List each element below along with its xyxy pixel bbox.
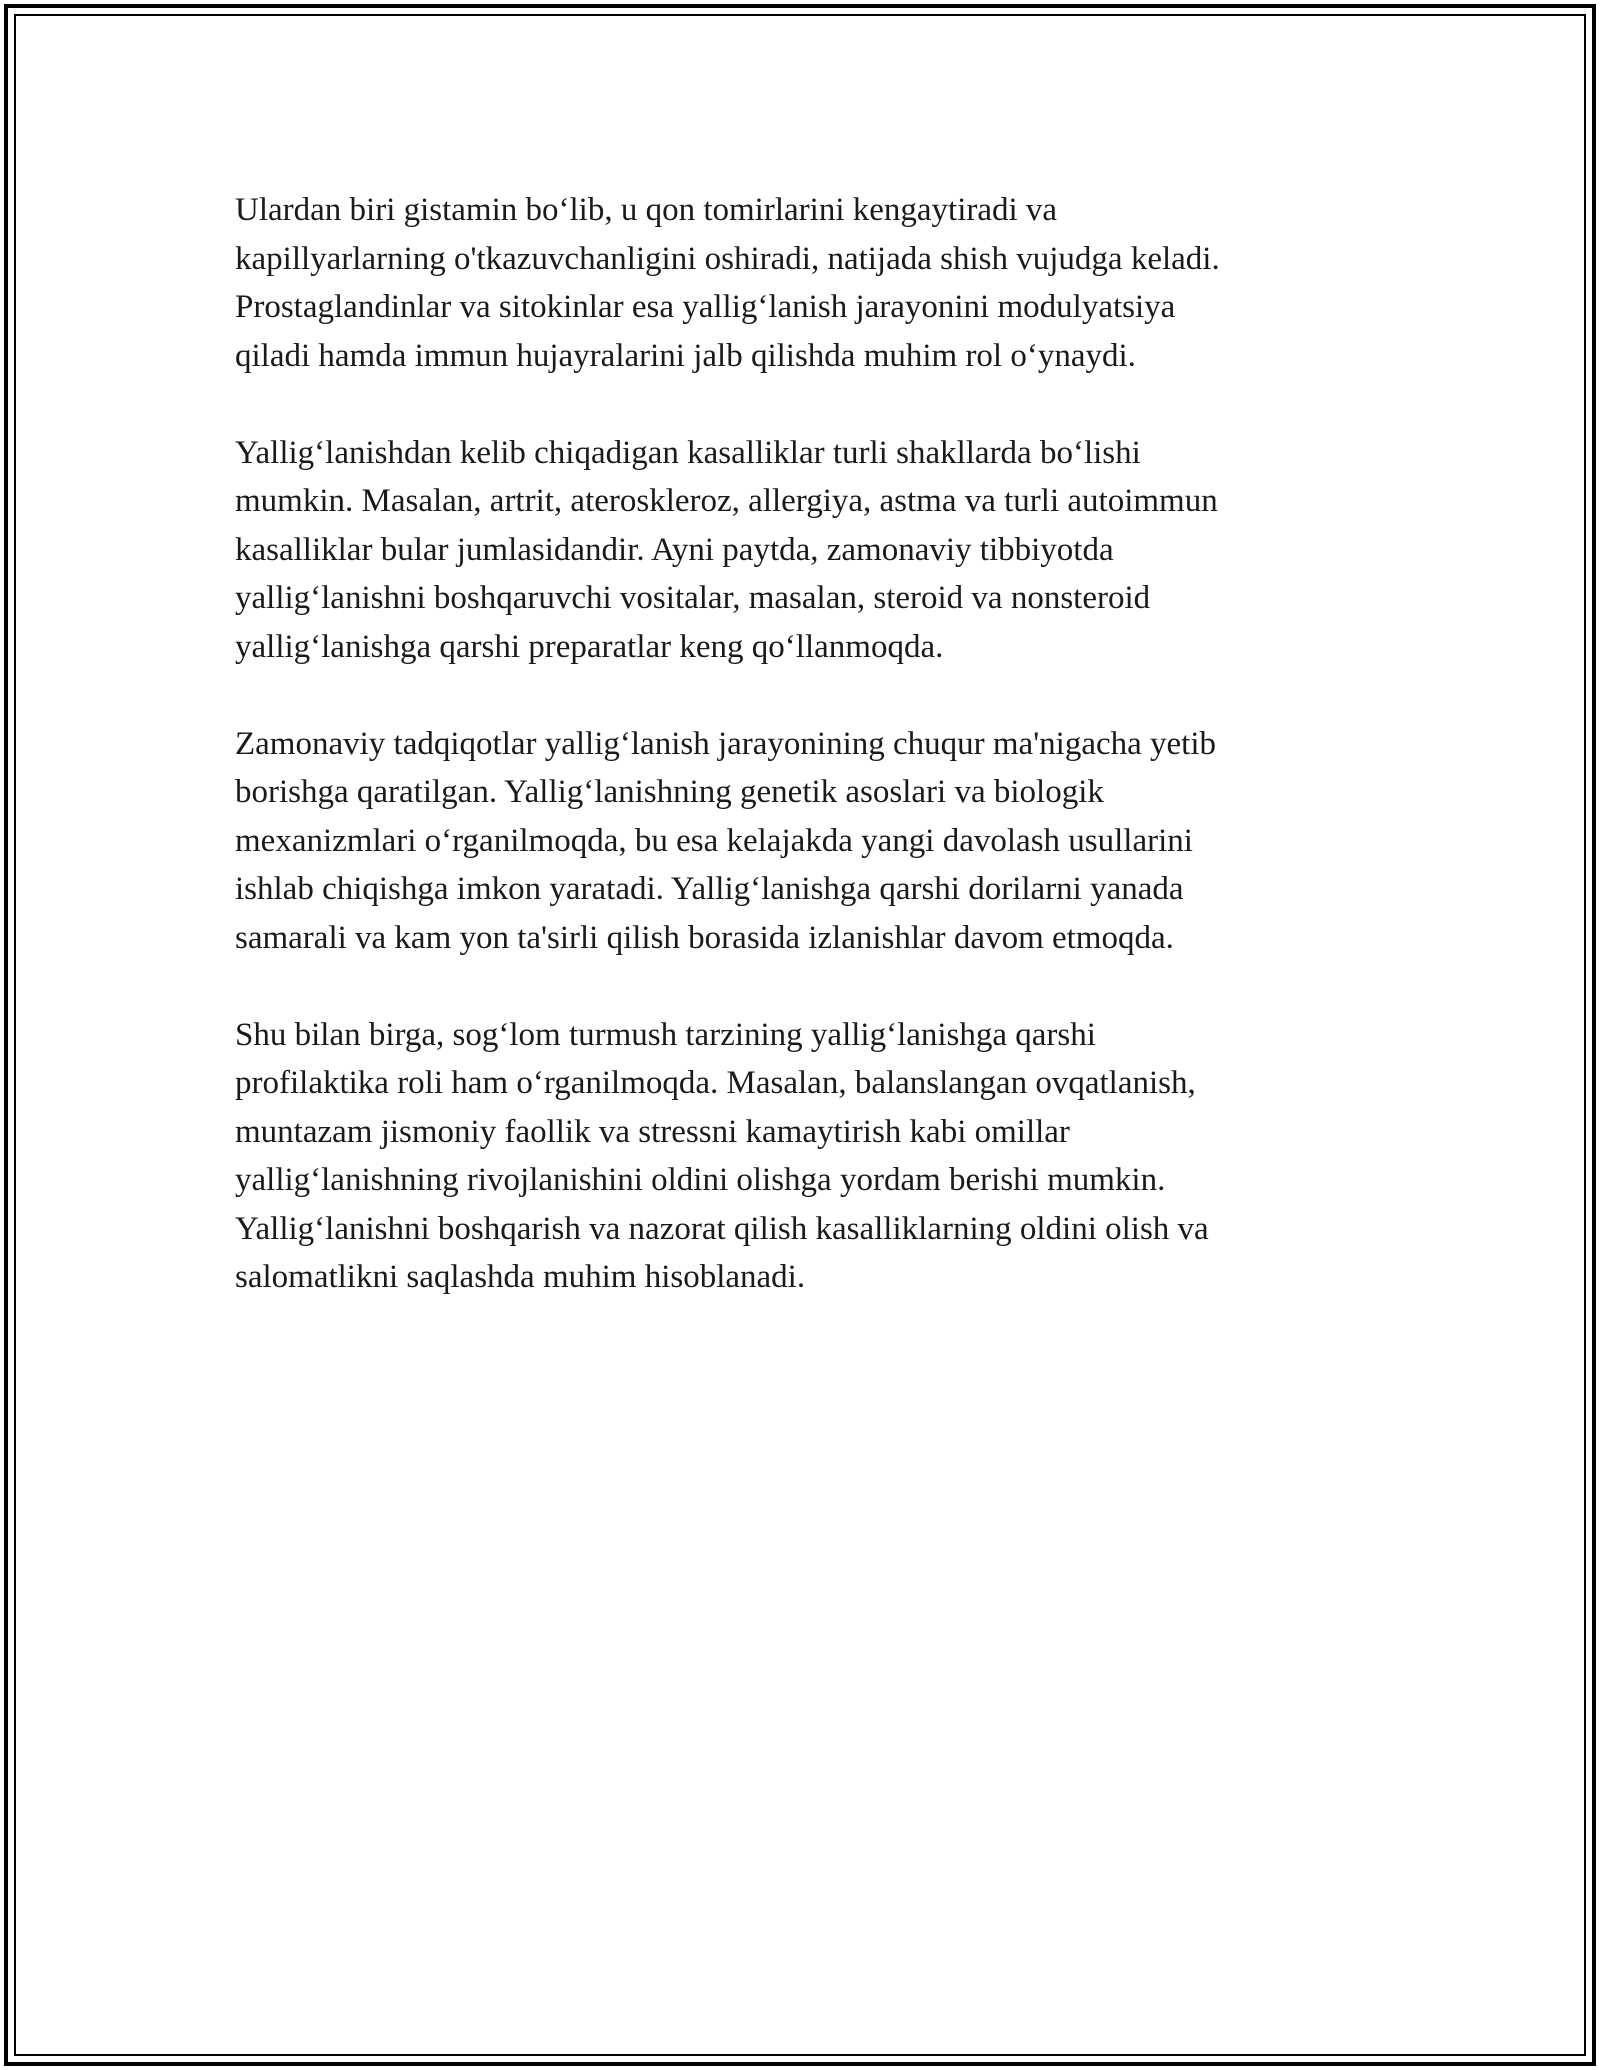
paragraph-3: Zamonaviy tadqiqotlar yallig‘lanish jarayonining chuqur ma'nigacha yetib borishga qaratilgan. Yallig‘lanishning genetik asoslari va biologik mexanizmlari o‘rganilmoqda, bu esa kelajakda yangi davolash usullarini ishlab chiqishga imkon yaratadi. Yallig‘lanishga qarshi dorilarni yanada samarali va kam yon ta'sirli qilish borasida izlanishlar davom etmoqda. (235, 725, 1216, 956)
paragraph-4: Shu bilan birga, sog‘lom turmush tarzining yallig‘lanishga qarshi profilaktika roli ham o‘rganilmoqda. Masalan, balanslangan ovqatlanish, muntazam jismoniy faollik va stressni kamaytirish kabi omillar yallig‘lanishning rivojlanishini oldini olishga yordam berishi mumkin. Yallig‘lanishni boshqarish va nazorat qilish kasalliklarning oldini olish va salomatlikni saqlashda muhim hisoblanadi. (235, 1016, 1209, 1295)
document-body (235, 186, 1365, 1350)
paragraph-2: Yallig‘lanishdan kelib chiqadigan kasalliklar turli shakllarda bo‘lishi mumkin. Masalan, artrit, ateroskleroz, allergiya, astma va turli autoimmun kasalliklar bular jumlasidandir. Ayni paytda, zamonaviy tibbiyotda yallig‘lanishni boshqaruvchi vositalar, masalan, steroid va nonsteroid yallig‘lanishga qarshi preparatlar keng qo‘llanmoqda. (235, 434, 1218, 665)
paragraph-1: Ulardan biri gistamin bo‘lib, u qon tomirlarini kengaytiradi va kapillyarlarning o'tkazuvchanligini oshiradi, natijada shish vujudga keladi. Prostaglandinlar va sitokinlar esa yallig‘lanish jarayonini modulyatsiya qiladi hamda immun hujayralarini jalb qilishda muhim rol o‘ynaydi. (235, 192, 1220, 374)
